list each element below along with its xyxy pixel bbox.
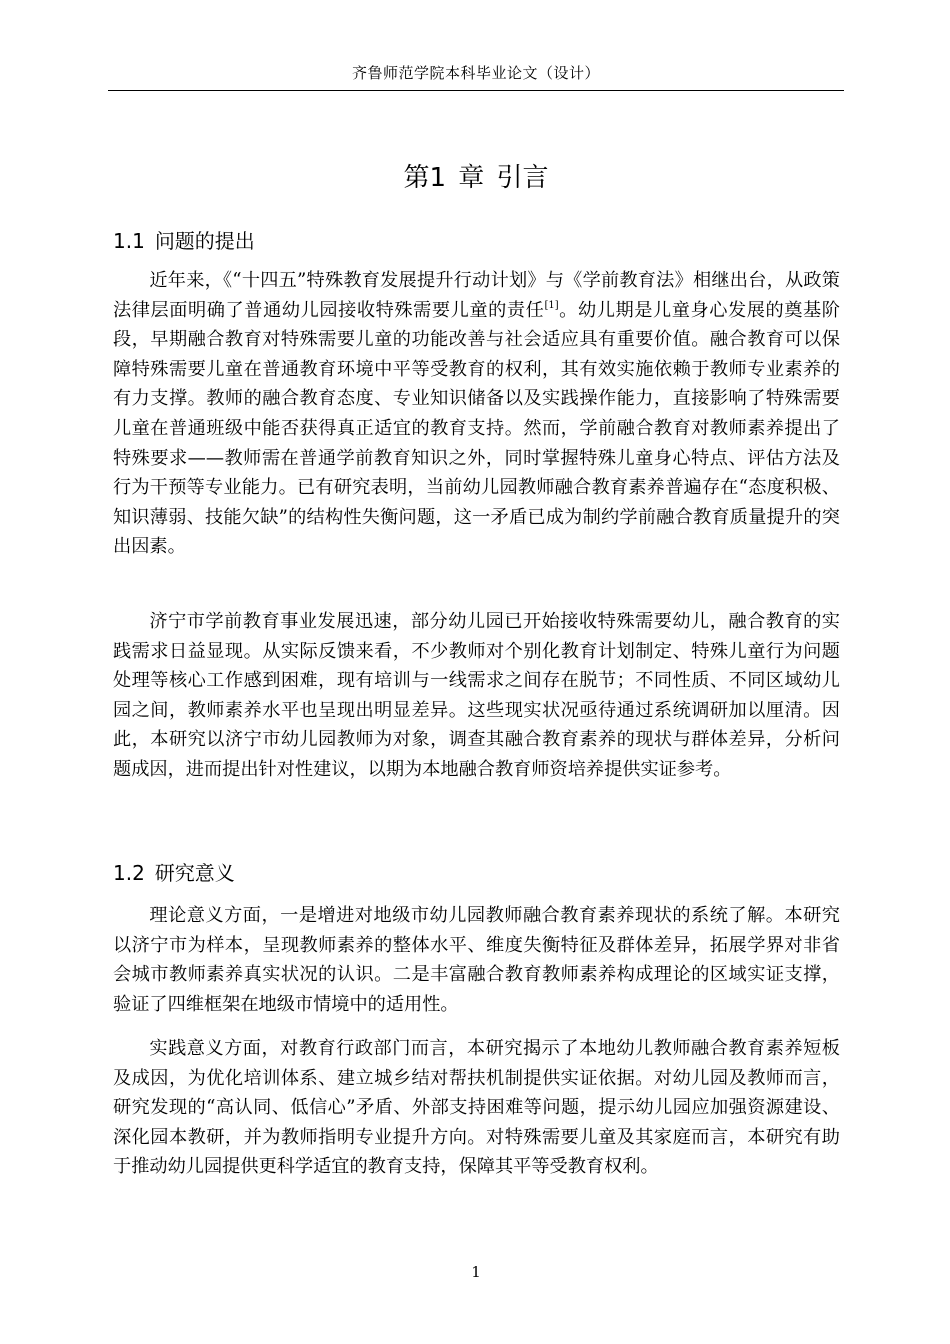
citation-reference: [1]	[544, 299, 559, 311]
header-text: 齐鲁师范学院本科毕业论文（设计）	[351, 64, 600, 82]
section-heading-1-2	[113, 858, 235, 888]
page-header	[108, 62, 844, 91]
page-number: 1	[471, 1263, 481, 1281]
section-title: 研究意义	[154, 861, 235, 885]
section-number: 1.2	[113, 861, 145, 885]
section-title: 问题的提出	[154, 229, 255, 253]
chapter-title: 第1 章 引言	[403, 163, 549, 193]
paragraph-1-1-b: 济宁市学前教育事业发展迅速，部分幼儿园已开始接收特殊需要幼儿，融合教育的实践需求日益显现。从实际反馈来看，不少教师对个别化教育计划制定、特殊儿童行为问题处理等核心工作感到困难，现有培训与一线需求之间存在脱节；不同性质、不同区域幼儿园之间，教师素养水平也呈现出明显差异。这些现实状况亟待通过系统调研加以厘清。因此，本研究以济宁市幼儿园教师为对象，调查其融合教育素养的现状与群体差异，分析问题成因，进而提出针对性建议，以期为本地融合教育师资培养提供实证参考。	[113, 611, 840, 780]
paragraph-text: 。幼儿期是儿童身心发展的奠基阶段，早期融合教育对特殊需要儿童的功能改善与社会适应具有重要价值。融合教育可以保障特殊需要儿童在普通教育环境中平等受教育的权利，其有效实施依赖于教师专业素养的有力支撑。教师的融合教育态度、专业知识储备以及实践操作能力，直接影响了特殊需要儿童在普通班级中能否获得真正适宜的教育支持。然而，学前融合教育对教师素养提出了特殊要求——教师需在普通学前教育知识之外，同时掌握特殊儿童身心特点、评估方法及行为干预等专业能力。已有研究表明，当前幼儿园教师融合教育素养普遍存在“态度积极、知识薄弱、技能欠缺”的结构性失衡问题，这一矛盾已成为制约学前融合教育质量提升的突出因素。	[113, 299, 840, 558]
paragraph-1-2-b: 实践意义方面，对教育行政部门而言，本研究揭示了本地幼儿教师融合教育素养短板及成因，为优化培训体系、建立城乡结对帮扶机制提供实证依据。对幼儿园及教师而言，研究发现的“高认同、低信心”矛盾、外部支持困难等问题，提示幼儿园应加强资源建设、深化园本教研，并为教师指明专业提升方向。对特殊需要儿童及其家庭而言，本研究有助于推动幼儿园提供更科学适宜的教育支持，保障其平等受教育权利。	[113, 1038, 840, 1178]
section-heading-1-1	[113, 226, 255, 256]
paragraph-1-2-a: 理论意义方面，一是增进对地级市幼儿园教师融合教育素养现状的系统了解。本研究以济宁市为样本，呈现教师素养的整体水平、维度失衡特征及群体差异，拓展学界对非省会城市教师素养真实状况的认识。二是丰富融合教育教师素养构成理论的区域实证支撑，验证了四维框架在地级市情境中的适用性。	[113, 905, 840, 1015]
paragraph-1-1-a	[113, 266, 840, 562]
section-number: 1.1	[113, 229, 145, 253]
paragraph-text: 近年来，《“十四五”特殊教育发展提升行动计划》与《学前教育法》相继出台，从政策法律层面明确了普通幼儿园接收特殊需要儿童的责任	[113, 270, 840, 321]
